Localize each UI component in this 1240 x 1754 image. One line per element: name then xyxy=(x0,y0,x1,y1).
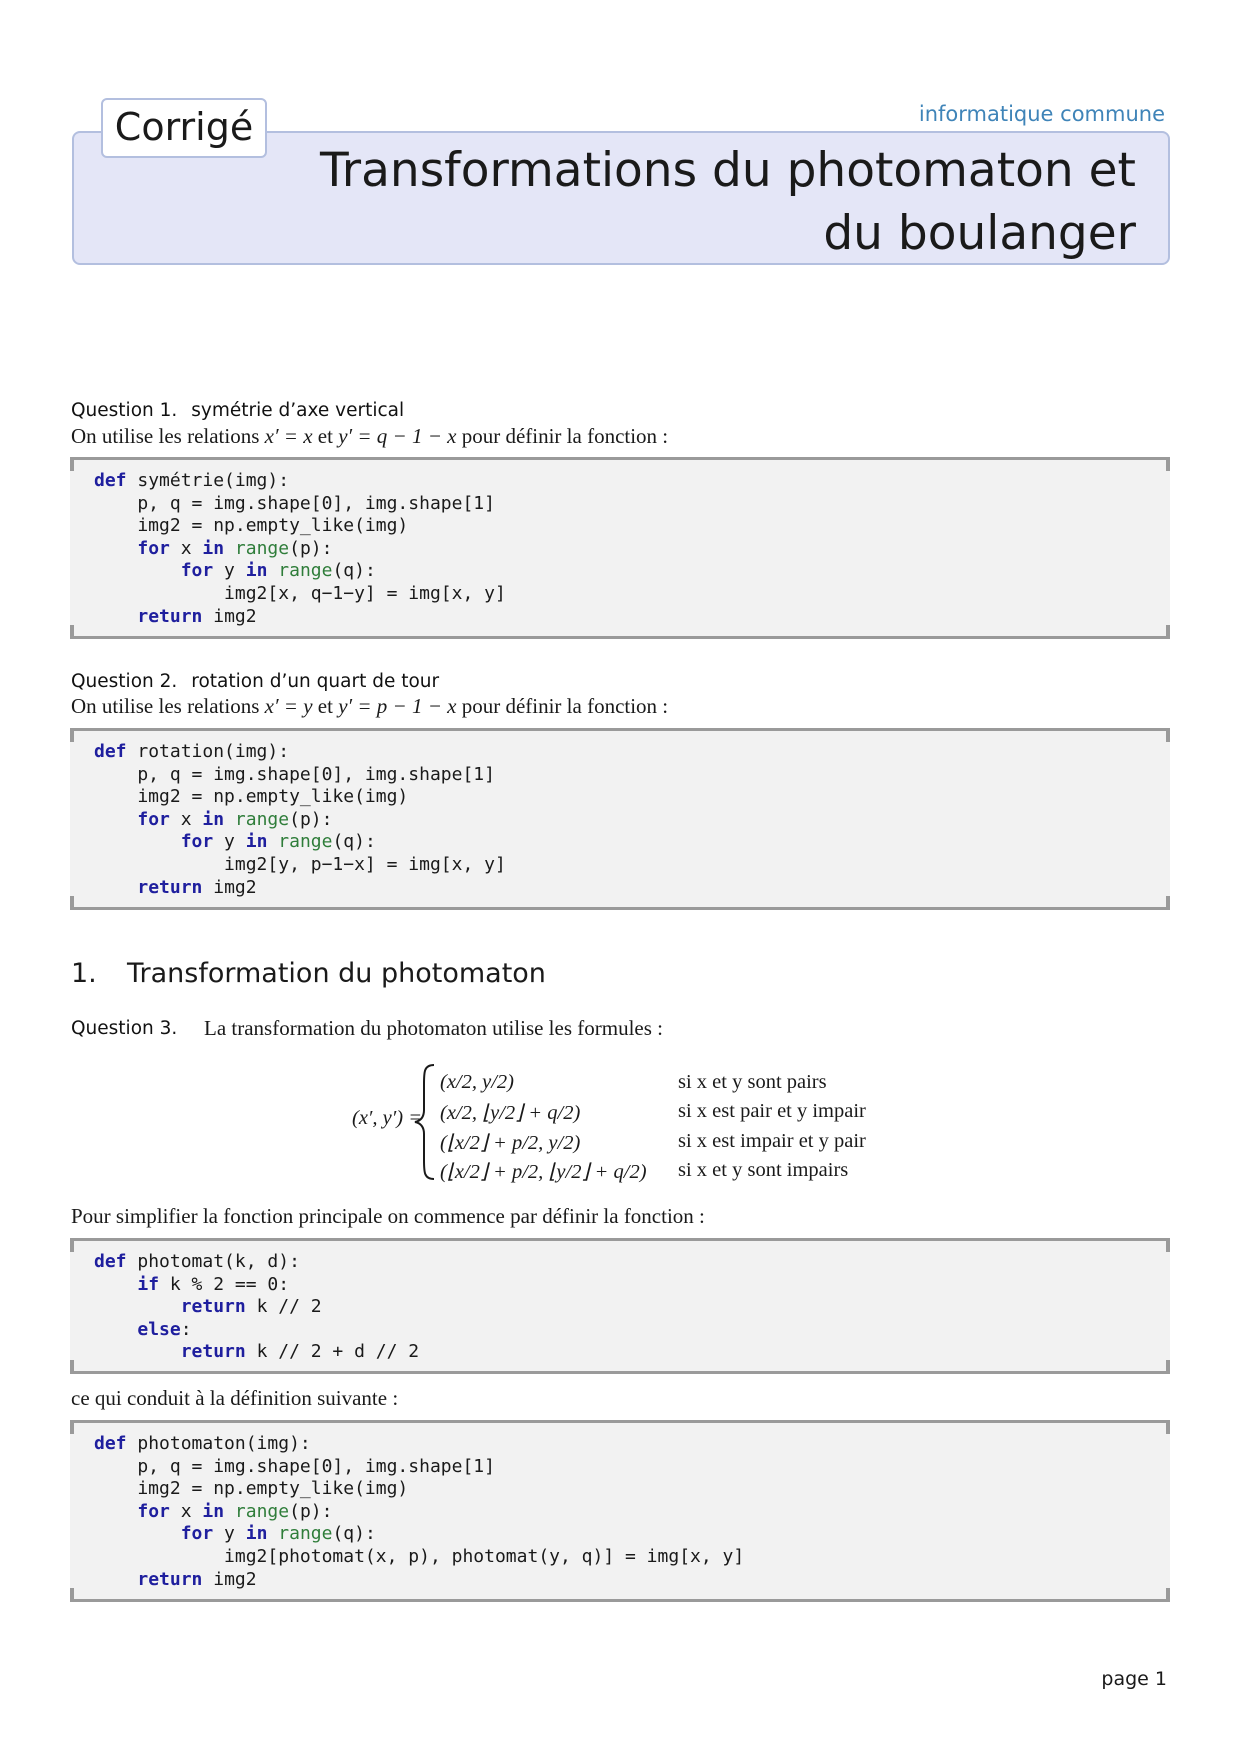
subject-label: informatique commune xyxy=(918,102,1165,126)
question-2-label: Question 2. xyxy=(71,671,178,692)
question-1-label: Question 1. xyxy=(71,400,178,421)
case-cond-4: si x et y sont impairs xyxy=(678,1159,849,1181)
intro-text: et xyxy=(312,694,339,718)
question-2-intro xyxy=(71,694,668,719)
question-3-label: Question 3. xyxy=(71,1018,178,1039)
formula-lhs: (x′, y′) = xyxy=(352,1107,423,1129)
case-expr-2: (x/2, ⌊y/2⌋ + q/2) xyxy=(440,1102,581,1124)
case-expr-1: (x/2, y/2) xyxy=(440,1071,514,1093)
section-number: 1. xyxy=(71,958,97,989)
code-block-symetrie xyxy=(70,457,1170,639)
case-expr-4: (⌊x/2⌋ + p/2, ⌊y/2⌋ + q/2) xyxy=(440,1161,647,1183)
section-title: Transformation du photomaton xyxy=(127,958,546,989)
math-relation: x′ = y xyxy=(264,694,313,718)
title-line-1: Transformations du photomaton et xyxy=(319,143,1136,198)
question-1-intro xyxy=(71,424,668,449)
case-cond-2: si x est pair et y impair xyxy=(678,1100,866,1122)
question-2-name: rotation d’un quart de tour xyxy=(191,671,440,692)
code-symetrie: def symétrie(img): p, q = img.shape[0], img.shape[1] img2 = np.empty_like(img) for x in range(p): for y in range(q): img2[x, q−1−y] = img[x, y] return img2 xyxy=(94,470,506,627)
code-block-photomaton xyxy=(70,1420,1170,1602)
intro-text: On utilise les relations xyxy=(71,424,265,448)
question-3-heading xyxy=(71,1018,177,1039)
intro-text: pour définir la fonction : xyxy=(456,424,669,448)
page-number: page 1 xyxy=(1101,1668,1167,1690)
page-title xyxy=(320,139,1136,265)
case-cond-1: si x et y sont pairs xyxy=(678,1071,827,1093)
question-3-text: La transformation du photomaton utilise les formules : xyxy=(204,1016,663,1040)
corrige-tab: Corrigé xyxy=(101,98,267,158)
code-block-photomat xyxy=(70,1238,1170,1374)
after-code-text: ce qui conduit à la définition suivante : xyxy=(71,1386,399,1410)
code-rotation: def rotation(img): p, q = img.shape[0], img.shape[1] img2 = np.empty_like(img) for x in range(p): for y in range(q): img2[y, p−1−x] = img[x, y] return img2 xyxy=(94,741,506,898)
math-relation: y′ = p − 1 − x xyxy=(338,694,457,718)
code-photomaton: def photomaton(img): p, q = img.shape[0], img.shape[1] img2 = np.empty_like(img) for x in range(p): for y in range(q): img2[photomat(x, p), photomat(y, q)] = img[x, y] return img2 xyxy=(94,1433,745,1590)
intro-text: pour définir la fonction : xyxy=(456,694,669,718)
math-relation: x′ = x xyxy=(264,424,313,448)
section-heading xyxy=(71,958,546,989)
photomaton-formula xyxy=(352,1062,912,1182)
code-block-rotation xyxy=(70,728,1170,910)
case-expr-3: (⌊x/2⌋ + p/2, y/2) xyxy=(440,1132,581,1154)
math-relation: y′ = q − 1 − x xyxy=(338,424,457,448)
after-formula-text: Pour simplifier la fonction principale on commence par définir la fonction : xyxy=(71,1204,705,1228)
intro-text: et xyxy=(312,424,339,448)
title-line-2: du boulanger xyxy=(823,206,1136,261)
case-cond-3: si x est impair et y pair xyxy=(678,1130,866,1152)
question-2-heading xyxy=(71,671,439,692)
intro-text: On utilise les relations xyxy=(71,694,265,718)
question-1-heading xyxy=(71,400,404,421)
question-1-name: symétrie d’axe vertical xyxy=(191,400,405,421)
code-photomat: def photomat(k, d): if k % 2 == 0: return k // 2 else: return k // 2 + d // 2 xyxy=(94,1251,420,1363)
left-brace-icon xyxy=(412,1062,438,1182)
